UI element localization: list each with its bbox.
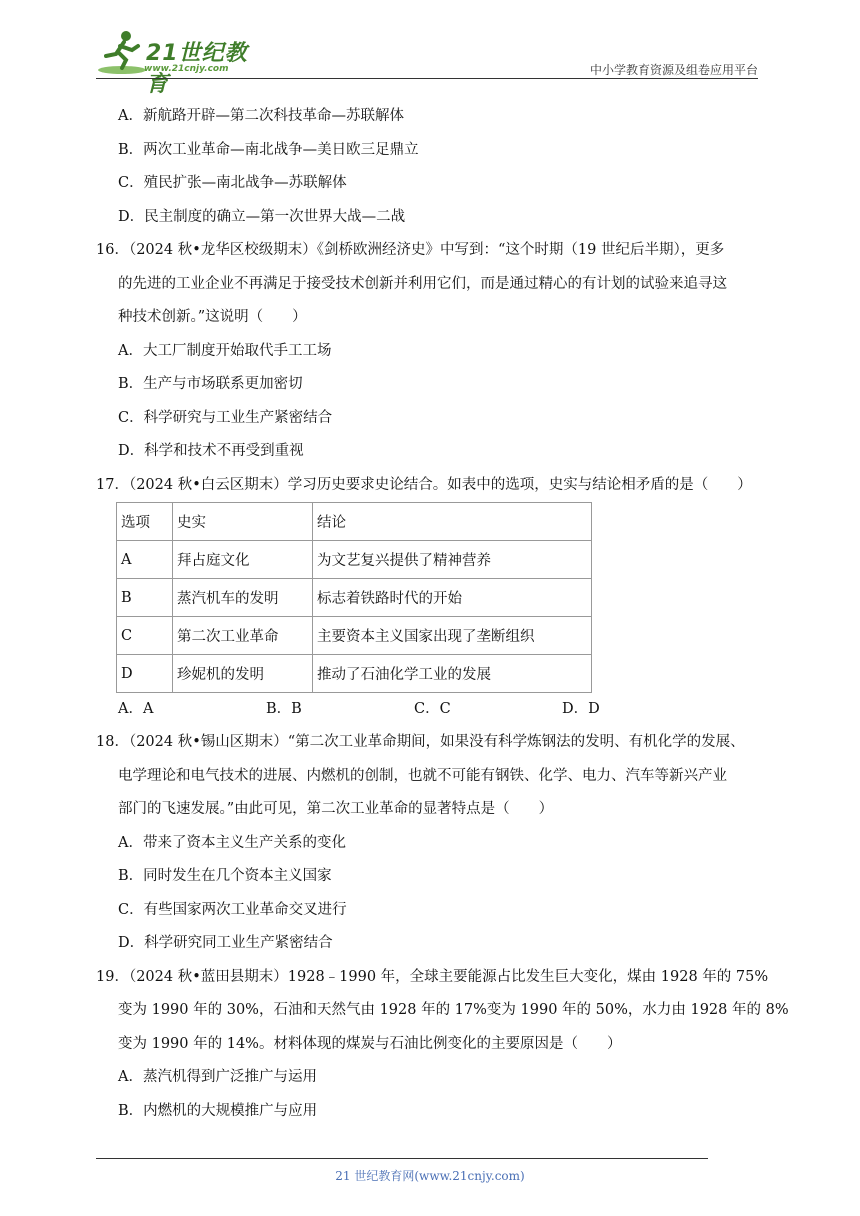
q16-option-c[interactable]: C．科学研究与工业生产紧密结合 xyxy=(118,409,333,426)
question-content xyxy=(96,100,789,1128)
table-header-row xyxy=(117,503,592,541)
table-cell: 为文艺复兴提供了精神营养 xyxy=(313,541,592,579)
table-cell: B xyxy=(117,579,173,617)
logo-url: www.21cnjy.com xyxy=(144,64,229,74)
q17-answer-options xyxy=(96,693,766,726)
q15-option-c[interactable]: C．殖民扩张—南北战争—苏联解体 xyxy=(118,175,347,191)
q19-option-a[interactable]: A．蒸汽机得到广泛推广与运用 xyxy=(118,1069,317,1085)
q17-stem: 17．（2024 秋•白云区期末）学习历史要求史论结合。如表中的选项，史实与结论相矛盾的是（ ） xyxy=(96,476,752,493)
q16-option-a[interactable]: A．大工厂制度开始取代手工工场 xyxy=(118,342,332,359)
q18-option-a[interactable]: A．带来了资本主义生产关系的变化 xyxy=(118,834,346,851)
table-header-cell: 史实 xyxy=(173,503,313,541)
q18-option-d[interactable]: D．科学研究同工业生产紧密结合 xyxy=(118,935,333,951)
table-cell: A xyxy=(117,541,173,579)
q16-stem-line: 种技术创新。”这说明（ ） xyxy=(118,309,307,325)
q17-option-b[interactable]: B．B xyxy=(266,701,302,717)
question-16 xyxy=(96,234,766,469)
table-cell: 蒸汽机车的发明 xyxy=(173,579,313,617)
q19-stem-line: 19．（2024 秋•蓝田县期末）1928﹣1990 年，全球主要能源占比发生巨大变化，煤由 1928 年的 75% xyxy=(96,968,769,985)
table-row xyxy=(117,541,592,579)
table-cell: 标志着铁路时代的开始 xyxy=(313,579,592,617)
q16-stem-line: 16．（2024 秋•龙华区校级期末）《剑桥欧洲经济史》中写到：“这个时期（19 世纪后半期），更多 xyxy=(96,242,725,258)
q16-option-d[interactable]: D．科学和技术不再受到重视 xyxy=(118,443,304,459)
q19-option-b[interactable]: B．内燃机的大规模推广与应用 xyxy=(118,1102,318,1119)
q16-stem-line: 的先进的工业企业不再满足于接受技术创新并利用它们，而是通过精心的有计划的试验来追寻这 xyxy=(118,275,727,292)
q16-option-b[interactable]: B．生产与市场联系更加密切 xyxy=(118,376,303,392)
header-divider xyxy=(96,78,758,79)
page-header xyxy=(96,28,758,97)
table-cell: 拜占庭文化 xyxy=(173,541,313,579)
q17-option-c[interactable]: C．C xyxy=(414,701,451,717)
q18-stem-line: 电学理论和电气技术的进展、内燃机的创制，也就不可能有钢铁、化学、电力、汽车等新兴产业 xyxy=(118,767,727,784)
site-logo xyxy=(96,28,266,97)
logo-text: 21世纪教育 xyxy=(146,41,248,97)
runner-logo-icon xyxy=(96,28,148,76)
q15-option-a[interactable]: A．新航路开辟—第二次科技革命—苏联解体 xyxy=(118,108,404,124)
table-cell: 珍妮机的发明 xyxy=(173,655,313,693)
page-footer[interactable]: 21 世纪教育网(www.21cnjy.com) xyxy=(335,1169,525,1183)
q15-options xyxy=(96,100,766,234)
q18-option-c[interactable]: C．有些国家两次工业革命交叉进行 xyxy=(118,901,347,918)
table-header-cell: 结论 xyxy=(313,503,592,541)
table-cell: 推动了石油化学工业的发展 xyxy=(313,655,592,693)
table-row xyxy=(117,579,592,617)
q19-stem-line: 变为 1990 年的 30%，石油和天然气由 1928 年的 17%变为 1990 年的 50%，水力由 1928 年的 8% xyxy=(118,1002,789,1018)
table-cell: C xyxy=(117,617,173,655)
q17-option-d[interactable]: D．D xyxy=(562,701,600,717)
table-header-cell: 选项 xyxy=(117,503,173,541)
table-cell: D xyxy=(117,655,173,693)
table-cell: 第二次工业革命 xyxy=(173,617,313,655)
q17-table xyxy=(116,502,592,693)
q15-option-d[interactable]: D．民主制度的确立—第一次世界大战—二战 xyxy=(118,208,406,225)
q18-stem-line: 部门的飞速发展。”由此可见，第二次工业革命的显著特点是（ ） xyxy=(118,801,554,817)
question-18 xyxy=(96,726,766,961)
q18-option-b[interactable]: B．同时发生在几个资本主义国家 xyxy=(118,868,332,884)
question-19 xyxy=(96,961,789,1129)
footer-divider xyxy=(96,1158,708,1159)
table-cell: 主要资本主义国家出现了垄断组织 xyxy=(313,617,592,655)
q15-option-b[interactable]: B．两次工业革命—南北战争—美日欧三足鼎立 xyxy=(118,141,419,158)
table-row xyxy=(117,655,592,693)
table-row xyxy=(117,617,592,655)
q17-option-a[interactable]: A．A xyxy=(118,701,154,717)
q19-stem-line: 变为 1990 年的 14%。材料体现的煤炭与石油比例变化的主要原因是（ ） xyxy=(118,1035,622,1052)
platform-name: 中小学教育资源及组卷应用平台 xyxy=(589,63,758,77)
question-17 xyxy=(96,469,766,727)
q18-stem-line: 18．（2024 秋•锡山区期末）“第二次工业革命期间，如果没有科学炼钢法的发明、有机化学的发展、 xyxy=(96,734,745,750)
